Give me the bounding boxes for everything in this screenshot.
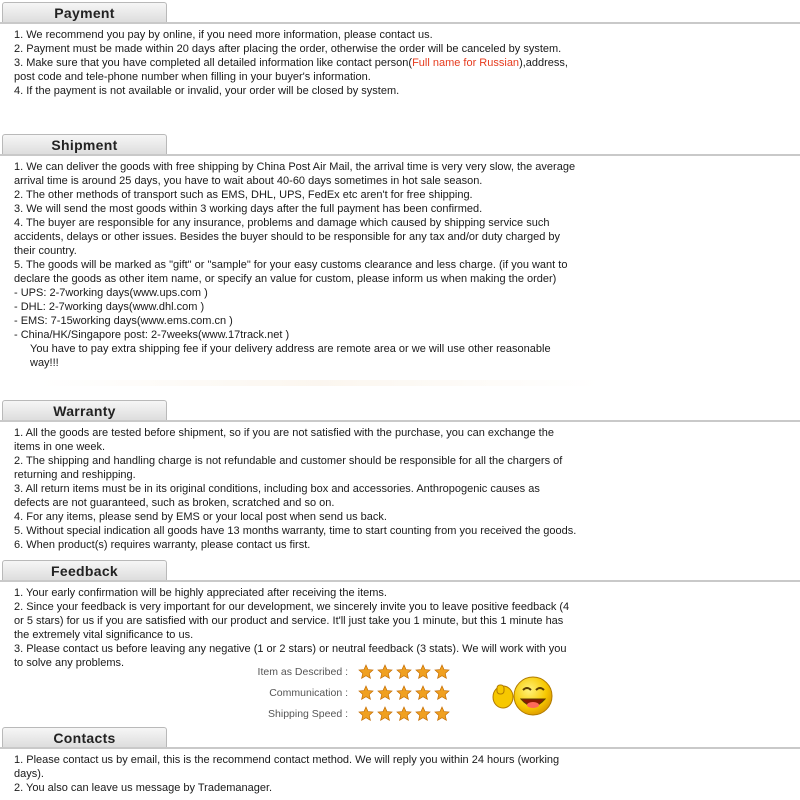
rating-row-item-described (0, 664, 470, 682)
warranty-line: 1. All the goods are tested before shipment, so if you are not satisfied with the purchase, you can exchange the (14, 427, 554, 439)
payment-body (0, 24, 800, 98)
payment-header (0, 2, 800, 24)
shipment-section (0, 134, 800, 370)
header-divider (0, 747, 800, 749)
warranty-line: 4. For any items, please send by EMS or your local post when send us back. (14, 511, 387, 523)
star-rating (358, 664, 453, 680)
star-icon (377, 664, 393, 680)
header-divider (0, 420, 800, 422)
feedback-line: the extremely vital significance to us. (14, 629, 194, 641)
feedback-line: to solve any problems. (14, 657, 125, 669)
shipping-method-dhl: - DHL: 2-7working days(www.dhl.com ) (14, 301, 205, 313)
feedback-line: 1. Your early confirmation will be highly appreciated after receiving the items. (14, 587, 387, 599)
star-icon (358, 685, 374, 701)
payment-title: Payment (2, 2, 167, 23)
star-icon (358, 706, 374, 722)
shipment-line: 2. The other methods of transport such as EMS, DHL, UPS, FedEx etc aren't for free shipping. (14, 189, 473, 201)
contacts-section (0, 727, 800, 795)
star-rating (358, 685, 453, 701)
star-icon (434, 685, 450, 701)
header-divider (0, 22, 800, 24)
payment-item3-suffix: ),address, (519, 57, 568, 69)
feedback-header (0, 560, 800, 582)
contacts-line: 1. Please contact us by email, this is the recommend contact method. We will reply you within 24 hours (working (14, 754, 560, 766)
shipment-extra-line: You have to pay extra shipping fee if your delivery address are remote area or we will use other reasonable (30, 343, 551, 355)
warranty-line: defects are not guaranteed, such as broken, scratched and so on. (14, 497, 335, 509)
star-icon (434, 706, 450, 722)
shipment-header (0, 134, 800, 156)
shipment-line: 1. We can deliver the goods with free shipping by China Post Air Mail, the arrival time is very very slow, the average (14, 161, 576, 173)
shipment-body (0, 156, 800, 370)
warranty-header (0, 400, 800, 422)
star-icon (434, 664, 450, 680)
warranty-line: 3. All return items must be in its original conditions, including box and accessories. Anthropogenic causes as (14, 483, 540, 495)
rating-label: Communication : (269, 687, 348, 699)
star-icon (377, 685, 393, 701)
shipment-extra-line: way!!! (30, 357, 59, 369)
warranty-line: 5. Without special indication all goods have 13 months warranty, time to start counting from you received the goods. (14, 525, 577, 537)
rating-row-communication (0, 685, 470, 703)
shipment-title: Shipment (2, 134, 167, 155)
feedback-line: 3. Please contact us before leaving any negative (1 or 2 stars) or neutral feedback (3 stats). We will work with you (14, 643, 567, 655)
warranty-section (0, 400, 800, 552)
shipment-line: 4. The buyer are responsible for any insurance, problems and damage which caused by shipping service such (14, 217, 550, 229)
shipment-line: declare the goods as other item name, or specify an value for custom, please inform us when making the order) (14, 273, 557, 285)
shipping-method-ups: - UPS: 2-7working days(www.ups.com ) (14, 287, 208, 299)
feedback-line: 2. Since your feedback is very important for our development, we sincerely invite you to leave positive feedback (4 (14, 601, 570, 613)
star-icon (415, 685, 431, 701)
shipment-line: their country. (14, 245, 77, 257)
warranty-line: returning and reshipping. (14, 469, 136, 481)
thumbs-up-smiley-icon (491, 675, 559, 717)
payment-item: 2. Payment must be made within 20 days after placing the order, otherwise the order will be canceled by system. (14, 43, 562, 55)
payment-item (14, 56, 794, 70)
star-icon (396, 685, 412, 701)
payment-item: 4. If the payment is not available or invalid, your order will be closed by system. (14, 85, 400, 97)
shipment-line: arrival time is around 25 days, you have to wait about 40-60 days sometimes in hot sale season. (14, 175, 483, 187)
star-icon (415, 664, 431, 680)
rating-label: Shipping Speed : (268, 708, 348, 720)
star-icon (415, 706, 431, 722)
payment-item: post code and tele-phone number when filling in your buyer's information. (14, 71, 371, 83)
star-icon (377, 706, 393, 722)
feedback-line: or 5 stars) for us if you are satisfied with our product and service. It'll just take you 1 minute, but this 1 minute has (14, 615, 564, 627)
warranty-line: 2. The shipping and handling charge is not refundable and customer should be responsible for all the chargers of (14, 455, 563, 467)
header-divider (0, 154, 800, 156)
rating-row-shipping-speed (0, 706, 470, 724)
contacts-header (0, 727, 800, 749)
russian-name-note: Full name for Russian (412, 57, 520, 69)
contacts-line: 2. You also can leave us message by Trademanager. (14, 782, 273, 794)
header-divider (0, 580, 800, 582)
decorative-fade (40, 380, 600, 386)
warranty-line: 6. When product(s) requires warranty, please contact us first. (14, 539, 311, 551)
shipment-line: 3. We will send the most goods within 3 working days after the full payment has been confirmed. (14, 203, 483, 215)
contacts-line: days). (14, 768, 44, 780)
feedback-body (0, 582, 800, 670)
feedback-title: Feedback (2, 560, 167, 581)
contacts-body (0, 749, 800, 795)
warranty-line: items in one week. (14, 441, 106, 453)
warranty-title: Warranty (2, 400, 167, 421)
star-icon (396, 664, 412, 680)
star-icon (396, 706, 412, 722)
shipping-method-ems: - EMS: 7-15working days(www.ems.com.cn ) (14, 315, 233, 327)
shipment-line: accidents, delays or other issues. Besides the buyer should to be responsible for any tax and/or duty charged by (14, 231, 561, 243)
shipment-line: 5. The goods will be marked as "gift" or "sample" for your easy customs clearance and less charge. (if you want to (14, 259, 568, 271)
payment-section (0, 2, 800, 98)
payment-item3-prefix: 3. Make sure that you have completed all detailed information like contact person( (14, 57, 413, 69)
star-rating (358, 706, 453, 722)
star-icon (358, 664, 374, 680)
contacts-title: Contacts (2, 727, 167, 748)
payment-item: 1. We recommend you pay by online, if you need more information, please contact us. (14, 29, 433, 41)
feedback-section (0, 560, 800, 720)
shipping-method-post: - China/HK/Singapore post: 2-7weeks(www.17track.net ) (14, 329, 290, 341)
rating-label: Item as Described : (257, 666, 348, 678)
warranty-body (0, 422, 800, 552)
